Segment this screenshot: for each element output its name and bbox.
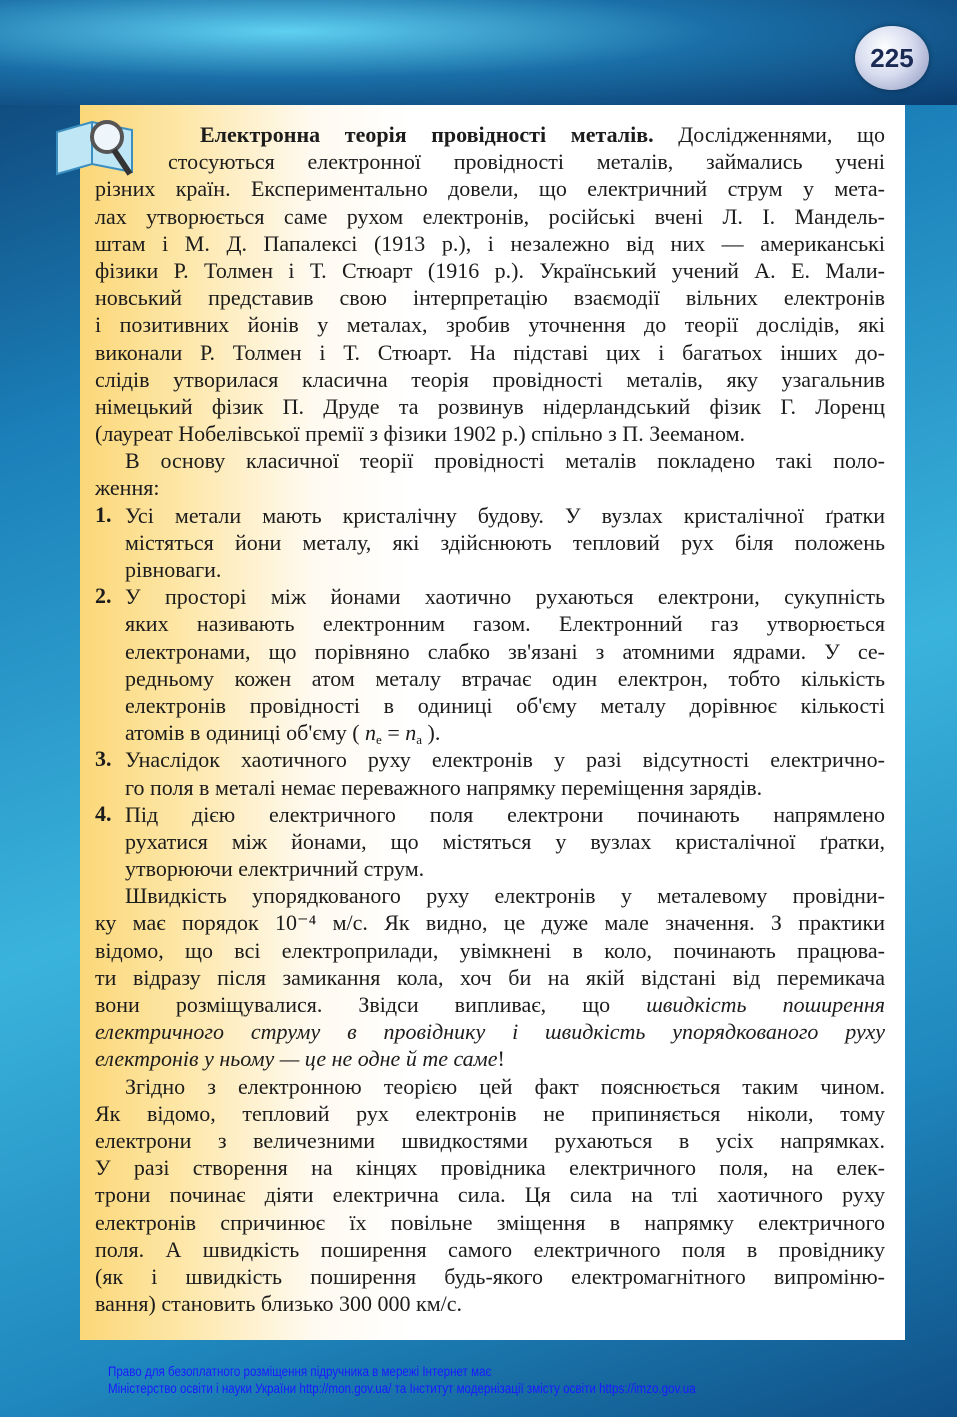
text-line: слідів утворилася класична теорія провідності металів, яку узагальнив <box>95 366 885 392</box>
text-line: рівноваги. <box>125 557 222 582</box>
text-span: ! <box>497 1046 505 1072</box>
body-text <box>95 121 885 1317</box>
text-span: швидкість поширення <box>646 992 886 1017</box>
page-number: 225 <box>855 26 929 90</box>
text-line: німецький фізик П. Друде та розвинув нідерландський фізик Г. Лоренц <box>95 393 885 419</box>
text-span: вони розміщувалися. Звідси випливає, що <box>95 992 647 1017</box>
text-line: ження: <box>95 475 160 501</box>
text-line: і позитивних йонів у металах, зробив уточнення до теорії дослідів, які <box>95 312 885 338</box>
text-line <box>95 121 885 148</box>
list-number: 3. <box>95 746 112 772</box>
footer-line-2: Міністерство освіти і науки України http://mon.gov.ua/ та Інститут модернізації змісту освіти https://imzo.gov.ua <box>108 1381 696 1396</box>
text-span: n <box>365 720 377 746</box>
text-line: Усі метали мають кристалічну будову. У вузлах кристалічної ґратки <box>125 502 885 528</box>
text-line: В основу класичної теорії провідності металів покладено такі поло- <box>125 448 885 474</box>
text-line: У разі створення на кінцях провідника електричного поля, на елек- <box>95 1155 885 1181</box>
header-background <box>0 0 957 105</box>
text-line: новський представив свою інтерпретацію взаємодії вільних електронів <box>95 285 885 311</box>
text-line: містяться йони металу, які здійснюють тепловий рух біля положень <box>125 529 885 555</box>
text-line: рухатися між йонами, що містяться у вузлах кристалічної ґратки, <box>125 828 885 854</box>
para1-paragraph <box>95 447 885 501</box>
text-span: електронів у ньому — це не одне й те саме <box>95 1046 498 1072</box>
text-line: поля. А швидкість поширення самого електричного поля в провіднику <box>95 1236 885 1262</box>
text-line: (лауреат Нобелівської премії з фізики 1902 р.) спільно з П. Зееманом. <box>95 421 746 447</box>
text-line: утворюючи електричний струм. <box>125 856 425 882</box>
text-line: Швидкість упорядкованого руху електронів у металевому провідни- <box>125 883 885 909</box>
text-line: фізики Р. Толмен і Т. Стюарт (1916 р.). Український учений А. Е. Мали- <box>95 257 885 283</box>
text-line: електронами, що порівняно слабко зв'язані з атомними ядрами. У се- <box>125 638 885 664</box>
text-line <box>95 991 885 1018</box>
text-line: вання) становить близько 300 000 км/с. <box>95 1291 463 1317</box>
text-span: електричного струму в провіднику і швидкість упорядкованого руху <box>95 1019 885 1045</box>
text-line: електронів провідності в одиниці об'єму металу дорівнює кількості <box>125 692 885 718</box>
list-item <box>95 746 885 800</box>
text-line <box>95 1045 885 1072</box>
text-line: ти відразу після замикання кола, хоч би на якій відстані від перемикача <box>95 964 885 990</box>
text-span: атомів в одиниці об'єму ( <box>125 720 366 746</box>
text-line: яких називають електронним газом. Електронний газ утворюється <box>125 611 885 637</box>
list-item <box>95 583 885 746</box>
text-line <box>95 719 885 746</box>
text-line: електронів спричинює їх повільне зміщення в напрямку електричного <box>95 1209 885 1235</box>
text-line: електрони з величезними швидкостями рухаються в усіх напрямках. <box>95 1127 885 1153</box>
text-span: ). <box>422 720 441 746</box>
text-line: лах утворюється саме рухом електронів, російські вчені Л. І. Мандель- <box>95 203 885 229</box>
text-span: a <box>416 732 423 748</box>
text-span: = <box>381 720 406 746</box>
text-line: трони починає діяти електрична сила. Ця сила на тлі хаотичного руху <box>95 1182 885 1208</box>
text-line: Унаслідок хаотичного руху електронів у разі відсутності електрично- <box>125 747 885 773</box>
text-line <box>95 1018 885 1045</box>
para2-paragraph <box>95 882 885 1072</box>
list-number: 1. <box>95 501 112 527</box>
text-line: го поля в металі немає переважного напрямку переміщення зарядів. <box>125 774 763 800</box>
text-line: У просторі між йонами хаотично рухаються електрони, сукупність <box>125 584 885 610</box>
text-span: n <box>405 720 417 746</box>
text-line: стосуються електронної провідності металів, займались учені <box>168 149 885 175</box>
text-span: Електронна теорія провідності металів. <box>200 122 654 147</box>
text-line: відомо, що всі електроприлади, увімкнені в коло, починають працюва- <box>95 937 885 963</box>
list-number: 4. <box>95 800 112 826</box>
text-span: Дослідженнями, що <box>653 122 885 147</box>
footer-line-1: Право для безоплатного розміщення підручника в мережі Інтернет має <box>108 1364 492 1379</box>
list-item <box>95 502 885 584</box>
list-number: 2. <box>95 583 112 609</box>
text-line: Як відомо, тепловий рух електронів не припиняється ніколи, тому <box>95 1100 885 1126</box>
text-line: виконали Р. Толмен і Т. Стюарт. На підставі цих і багатьох інших до- <box>95 339 885 365</box>
list-item <box>95 801 885 883</box>
text-line: штам і М. Д. Папалексі (1913 р.), і незалежно від них — американські <box>95 230 885 256</box>
intro-paragraph <box>95 121 885 447</box>
text-line: різних країн. Експериментально довели, що електричний струм у мета- <box>95 176 885 202</box>
text-line: (як і швидкість поширення будь-якого електромагнітного випроміню- <box>95 1263 885 1289</box>
text-line: Згідно з електронною теорією цей факт пояснюється таким чином. <box>125 1073 885 1099</box>
text-span: e <box>376 732 382 748</box>
text-line: ку має порядок 10⁻⁴ м/с. Як видно, це дуже мале значення. З практики <box>95 910 885 936</box>
text-line: Під дією електричного поля електрони починають напрямлено <box>125 801 885 827</box>
copyright-footer <box>108 1363 696 1397</box>
para3-paragraph <box>95 1073 885 1318</box>
text-line: редньому кожен атом металу втрачає один електрон, тобто кількість <box>125 665 885 691</box>
